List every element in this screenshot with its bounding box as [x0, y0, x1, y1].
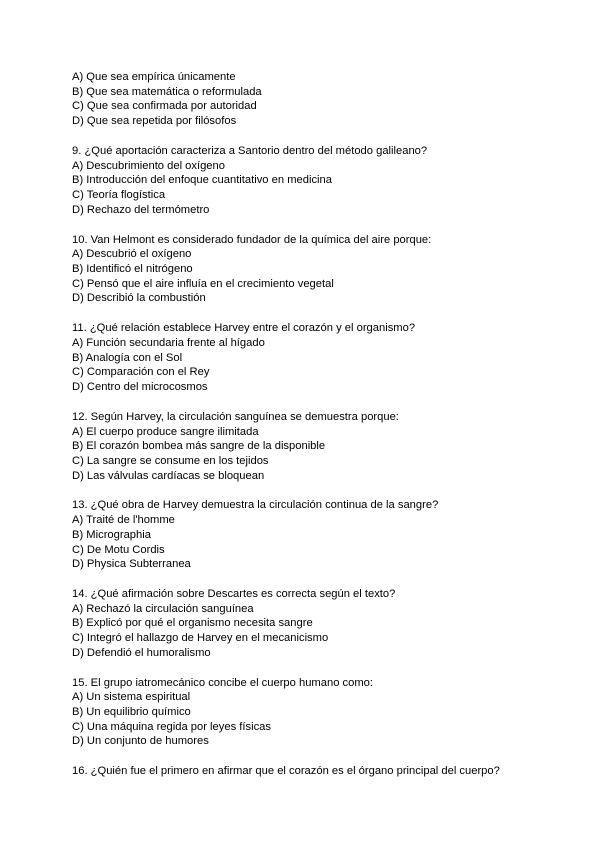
question-text: 11. ¿Qué relación establece Harvey entre el corazón y el organismo? — [72, 322, 416, 335]
question-block-15 — [72, 676, 572, 749]
question-text: 14. ¿Qué afirmación sobre Descartes es correcta según el texto? — [72, 588, 396, 601]
question-block-8 — [72, 70, 572, 129]
question-text: 9. ¿Qué aportación caracteriza a Santorio dentro del método galileano? — [72, 144, 428, 157]
option-c: C) Pensó que el aire influía en el crecimiento vegetal — [72, 277, 334, 290]
option-a: A) Rechazó la circulación sanguínea — [72, 602, 254, 615]
question-text: 15. El grupo iatromecánico concibe el cuerpo humano como: — [72, 676, 373, 689]
option-a: A) El cuerpo produce sangre ilimitada — [72, 425, 259, 438]
option-b: B) Analogía con el Sol — [72, 351, 183, 364]
question-block-16 — [72, 764, 572, 779]
question-block-13 — [72, 498, 572, 571]
option-d: D) Describió la combustión — [72, 292, 206, 305]
option-b: B) Un equilibrio químico — [72, 706, 191, 719]
option-b: B) Que sea matemática o reformulada — [72, 85, 262, 98]
option-b: B) Explicó por qué el organismo necesita sangre — [72, 617, 313, 630]
option-c: C) De Motu Cordis — [72, 543, 165, 556]
option-b: B) Micrographia — [72, 528, 151, 541]
question-block-10 — [72, 233, 572, 306]
option-b: B) El corazón bombea más sangre de la disponible — [72, 440, 326, 453]
option-a: A) Que sea empírica únicamente — [72, 71, 236, 83]
quiz-page — [72, 70, 572, 779]
option-a: A) Función secundaria frente al hígado — [72, 336, 265, 349]
question-text: 16. ¿Quién fue el primero en afirmar que el corazón es el órgano principal del cuerpo? — [72, 765, 500, 778]
option-d: D) Rechazo del termómetro — [72, 203, 210, 216]
option-c: C) Comparación con el Rey — [72, 366, 210, 379]
option-b: B) Identificó el nitrógeno — [72, 262, 193, 275]
option-d: D) Las válvulas cardíacas se bloquean — [72, 469, 265, 482]
option-d: D) Que sea repetida por filósofos — [72, 115, 237, 128]
question-block-9 — [72, 144, 572, 217]
option-a: A) Un sistema espiritual — [72, 691, 191, 704]
option-a: A) Traité de l'homme — [72, 514, 175, 527]
option-c: C) Que sea confirmada por autoridad — [72, 100, 257, 113]
question-block-12 — [72, 410, 572, 483]
option-d: D) Defendió el humoralismo — [72, 646, 211, 659]
option-c: C) Teoría flogística — [72, 189, 166, 201]
question-text: 13. ¿Qué obra de Harvey demuestra la circulación continua de la sangre? — [72, 499, 439, 512]
question-text: 10. Van Helmont es considerado fundador de la química del aire porque: — [72, 233, 432, 246]
option-b: B) Introducción del enfoque cuantitativo en medicina — [72, 174, 332, 187]
option-c: C) Una máquina regida por leyes físicas — [72, 720, 271, 733]
option-d: D) Centro del microcosmos — [72, 380, 208, 393]
question-block-14 — [72, 587, 572, 660]
option-a: A) Descubrimiento del oxígeno — [72, 159, 225, 172]
option-c: C) Integró el hallazgo de Harvey en el mecanicismo — [72, 632, 329, 645]
question-block-11 — [72, 321, 572, 394]
option-c: C) La sangre se consume en los tejidos — [72, 454, 269, 467]
option-d: D) Physica Subterranea — [72, 558, 191, 571]
question-text: 12. Según Harvey, la circulación sanguínea se demuestra porque: — [72, 410, 399, 423]
option-d: D) Un conjunto de humores — [72, 735, 209, 748]
option-a: A) Descubrió el oxígeno — [72, 248, 192, 261]
